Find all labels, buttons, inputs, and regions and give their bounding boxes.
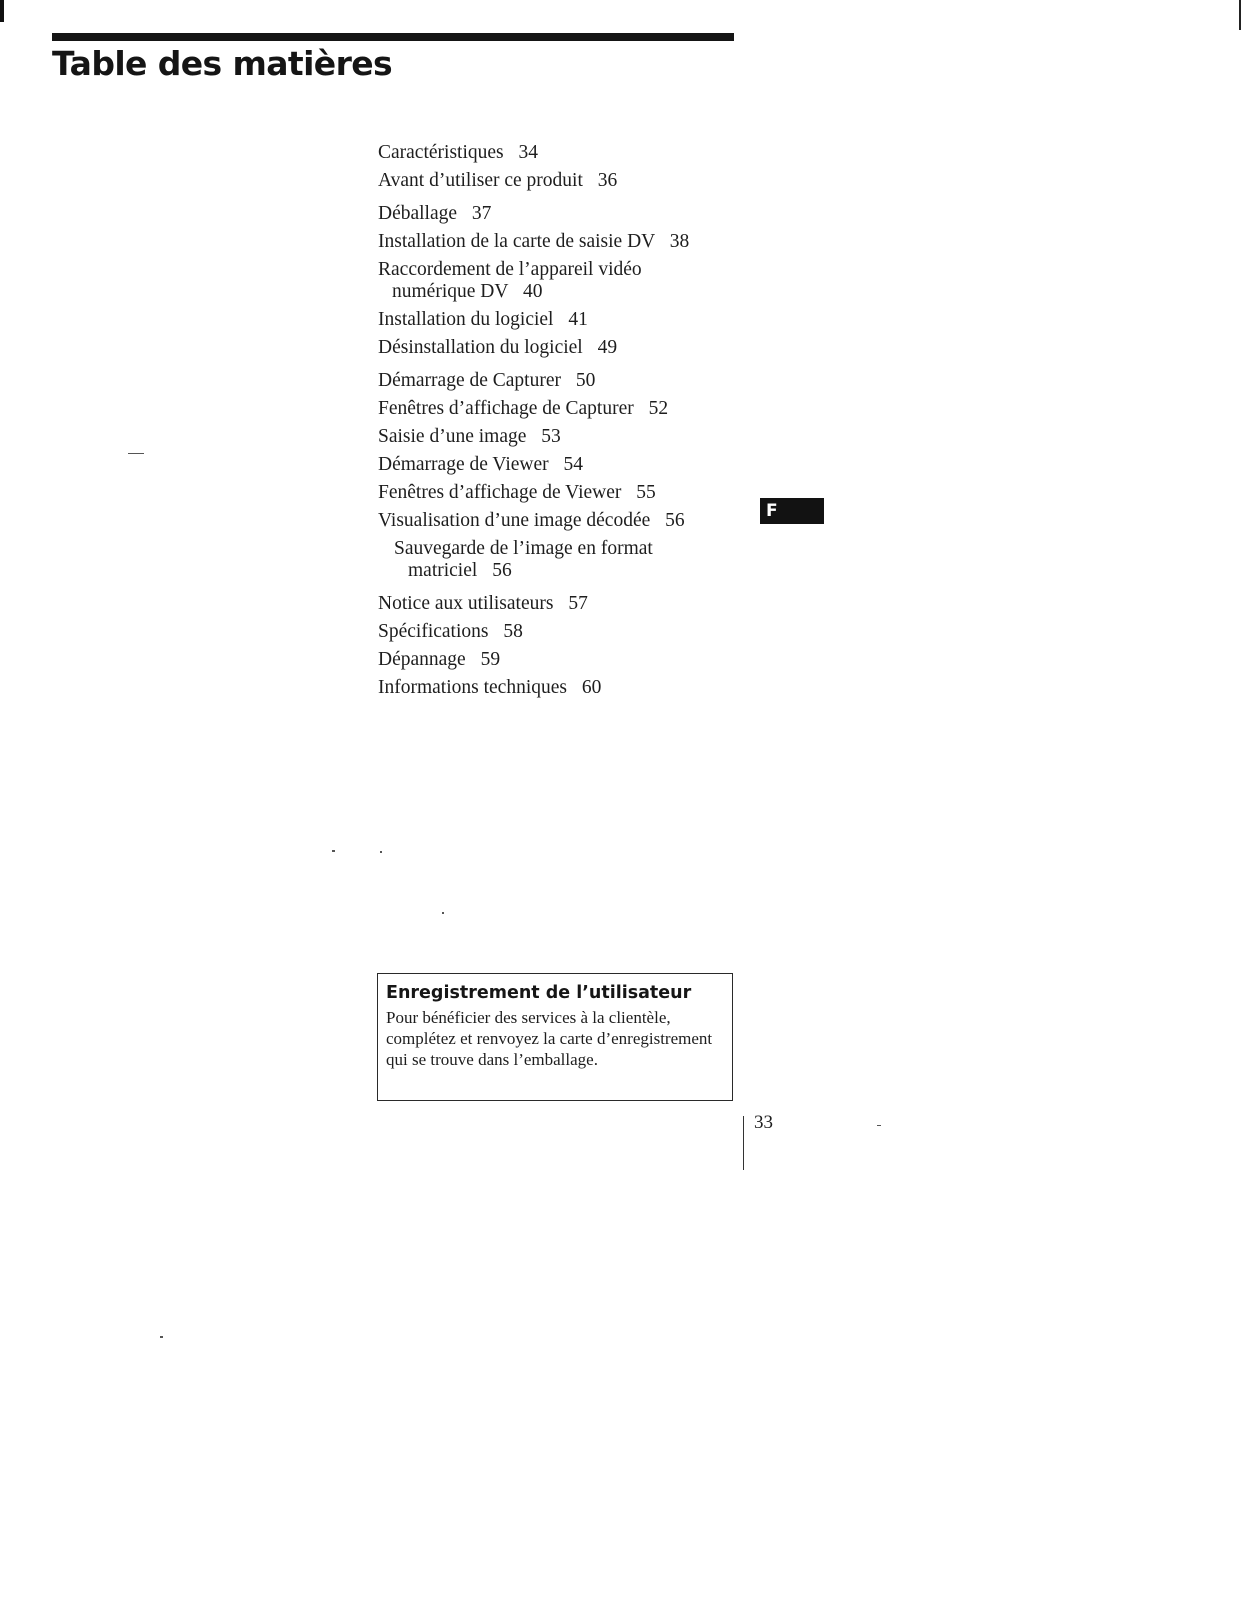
toc-entry-page: 56 bbox=[492, 560, 512, 581]
title-rule bbox=[52, 33, 734, 41]
toc-entry-title: Visualisation d’une image décodée bbox=[378, 510, 651, 531]
toc-entry bbox=[378, 454, 718, 476]
toc-entry bbox=[378, 337, 718, 359]
toc-entry bbox=[378, 649, 718, 671]
toc-entry-page: 59 bbox=[480, 649, 501, 670]
toc-entry bbox=[378, 259, 718, 303]
scan-speck bbox=[160, 1336, 163, 1338]
toc-entry-title: Saisie d’une image bbox=[378, 426, 527, 447]
scan-speck bbox=[128, 453, 144, 454]
toc-entry-title: Caractéristiques bbox=[378, 142, 504, 163]
toc-entry-title: Installation de la carte de saisie DV bbox=[378, 231, 655, 252]
toc-entry bbox=[378, 142, 718, 164]
toc-entry-page: 36 bbox=[597, 170, 618, 191]
scan-speck bbox=[332, 850, 335, 852]
toc-entry-page: 57 bbox=[568, 593, 588, 614]
toc-entry bbox=[378, 677, 718, 699]
toc-entry-page: 49 bbox=[597, 337, 618, 358]
toc-entry-title: Désinstallation du logiciel bbox=[378, 337, 583, 358]
toc-entry-title: Raccordement de l’appareil vidéo numérique DV bbox=[378, 259, 642, 302]
toc-entry bbox=[378, 426, 718, 448]
registration-title: Enregistrement de l’utilisateur bbox=[386, 983, 692, 1003]
scan-speck bbox=[380, 851, 382, 853]
toc-group bbox=[378, 142, 718, 192]
page-title: Table des matières bbox=[52, 44, 393, 83]
folio-rule bbox=[743, 1116, 744, 1170]
toc-entry-page: 40 bbox=[522, 281, 543, 302]
toc-entry bbox=[378, 482, 718, 504]
scan-speck bbox=[442, 912, 444, 914]
toc-entry bbox=[378, 621, 718, 643]
toc-entry-title: Démarrage de Capturer bbox=[378, 370, 561, 391]
toc-entry-page: 55 bbox=[636, 482, 656, 503]
scan-speck bbox=[877, 1125, 881, 1126]
toc-entry-title: Installation du logiciel bbox=[378, 309, 554, 330]
toc-entry bbox=[378, 370, 718, 392]
toc-entry-title: Notice aux utilisateurs bbox=[378, 593, 554, 614]
toc-entry-page: 54 bbox=[563, 454, 583, 475]
toc-entry-page: 58 bbox=[503, 621, 523, 642]
registration-text: Pour bénéficier des services à la clientèle, complétez et renvoyez la carte d’enregistrement qui se trouve dans l’emballage. bbox=[386, 1008, 713, 1069]
toc-entry bbox=[378, 510, 718, 532]
toc-entry-title: Fenêtres d’affichage de Viewer bbox=[378, 482, 622, 503]
table-of-contents bbox=[378, 142, 718, 710]
scan-edge-mark-left bbox=[0, 0, 4, 22]
toc-entry-page: 34 bbox=[518, 142, 538, 163]
toc-entry-page: 41 bbox=[568, 309, 588, 330]
toc-entry bbox=[378, 231, 718, 253]
toc-entry bbox=[378, 203, 718, 225]
toc-entry-title: Démarrage de Viewer bbox=[378, 454, 549, 475]
registration-box bbox=[377, 973, 733, 1101]
toc-entry-title: Dépannage bbox=[378, 649, 466, 670]
toc-entry-title: Avant d’utiliser ce produit bbox=[378, 170, 583, 191]
toc-entry-page: 37 bbox=[471, 203, 492, 224]
toc-entry-page: 53 bbox=[541, 426, 561, 447]
toc-group bbox=[378, 370, 718, 582]
toc-entry-page: 52 bbox=[648, 398, 669, 419]
toc-entry-page: 60 bbox=[581, 677, 602, 698]
toc-entry-title: Informations techniques bbox=[378, 677, 567, 698]
language-tab-label: F bbox=[766, 501, 778, 521]
toc-entry bbox=[378, 593, 718, 615]
toc-entry bbox=[378, 398, 718, 420]
toc-entry-page: 50 bbox=[575, 370, 596, 391]
toc-entry-title: Sauvegarde de l’image en format matriciel bbox=[394, 538, 653, 581]
scan-edge-mark-right bbox=[1239, 0, 1241, 30]
toc-group bbox=[378, 593, 718, 699]
page-number: 33 bbox=[754, 1112, 773, 1133]
toc-entry-title: Déballage bbox=[378, 203, 458, 224]
toc-entry bbox=[378, 170, 718, 192]
toc-entry bbox=[378, 309, 718, 331]
language-tab bbox=[760, 498, 824, 524]
toc-entry-title: Fenêtres d’affichage de Capturer bbox=[378, 398, 634, 419]
toc-group bbox=[378, 203, 718, 359]
toc-subentry bbox=[378, 538, 718, 582]
toc-entry-title: Spécifications bbox=[378, 621, 489, 642]
toc-entry-page: 38 bbox=[669, 231, 690, 252]
toc-entry-page: 56 bbox=[665, 510, 685, 531]
